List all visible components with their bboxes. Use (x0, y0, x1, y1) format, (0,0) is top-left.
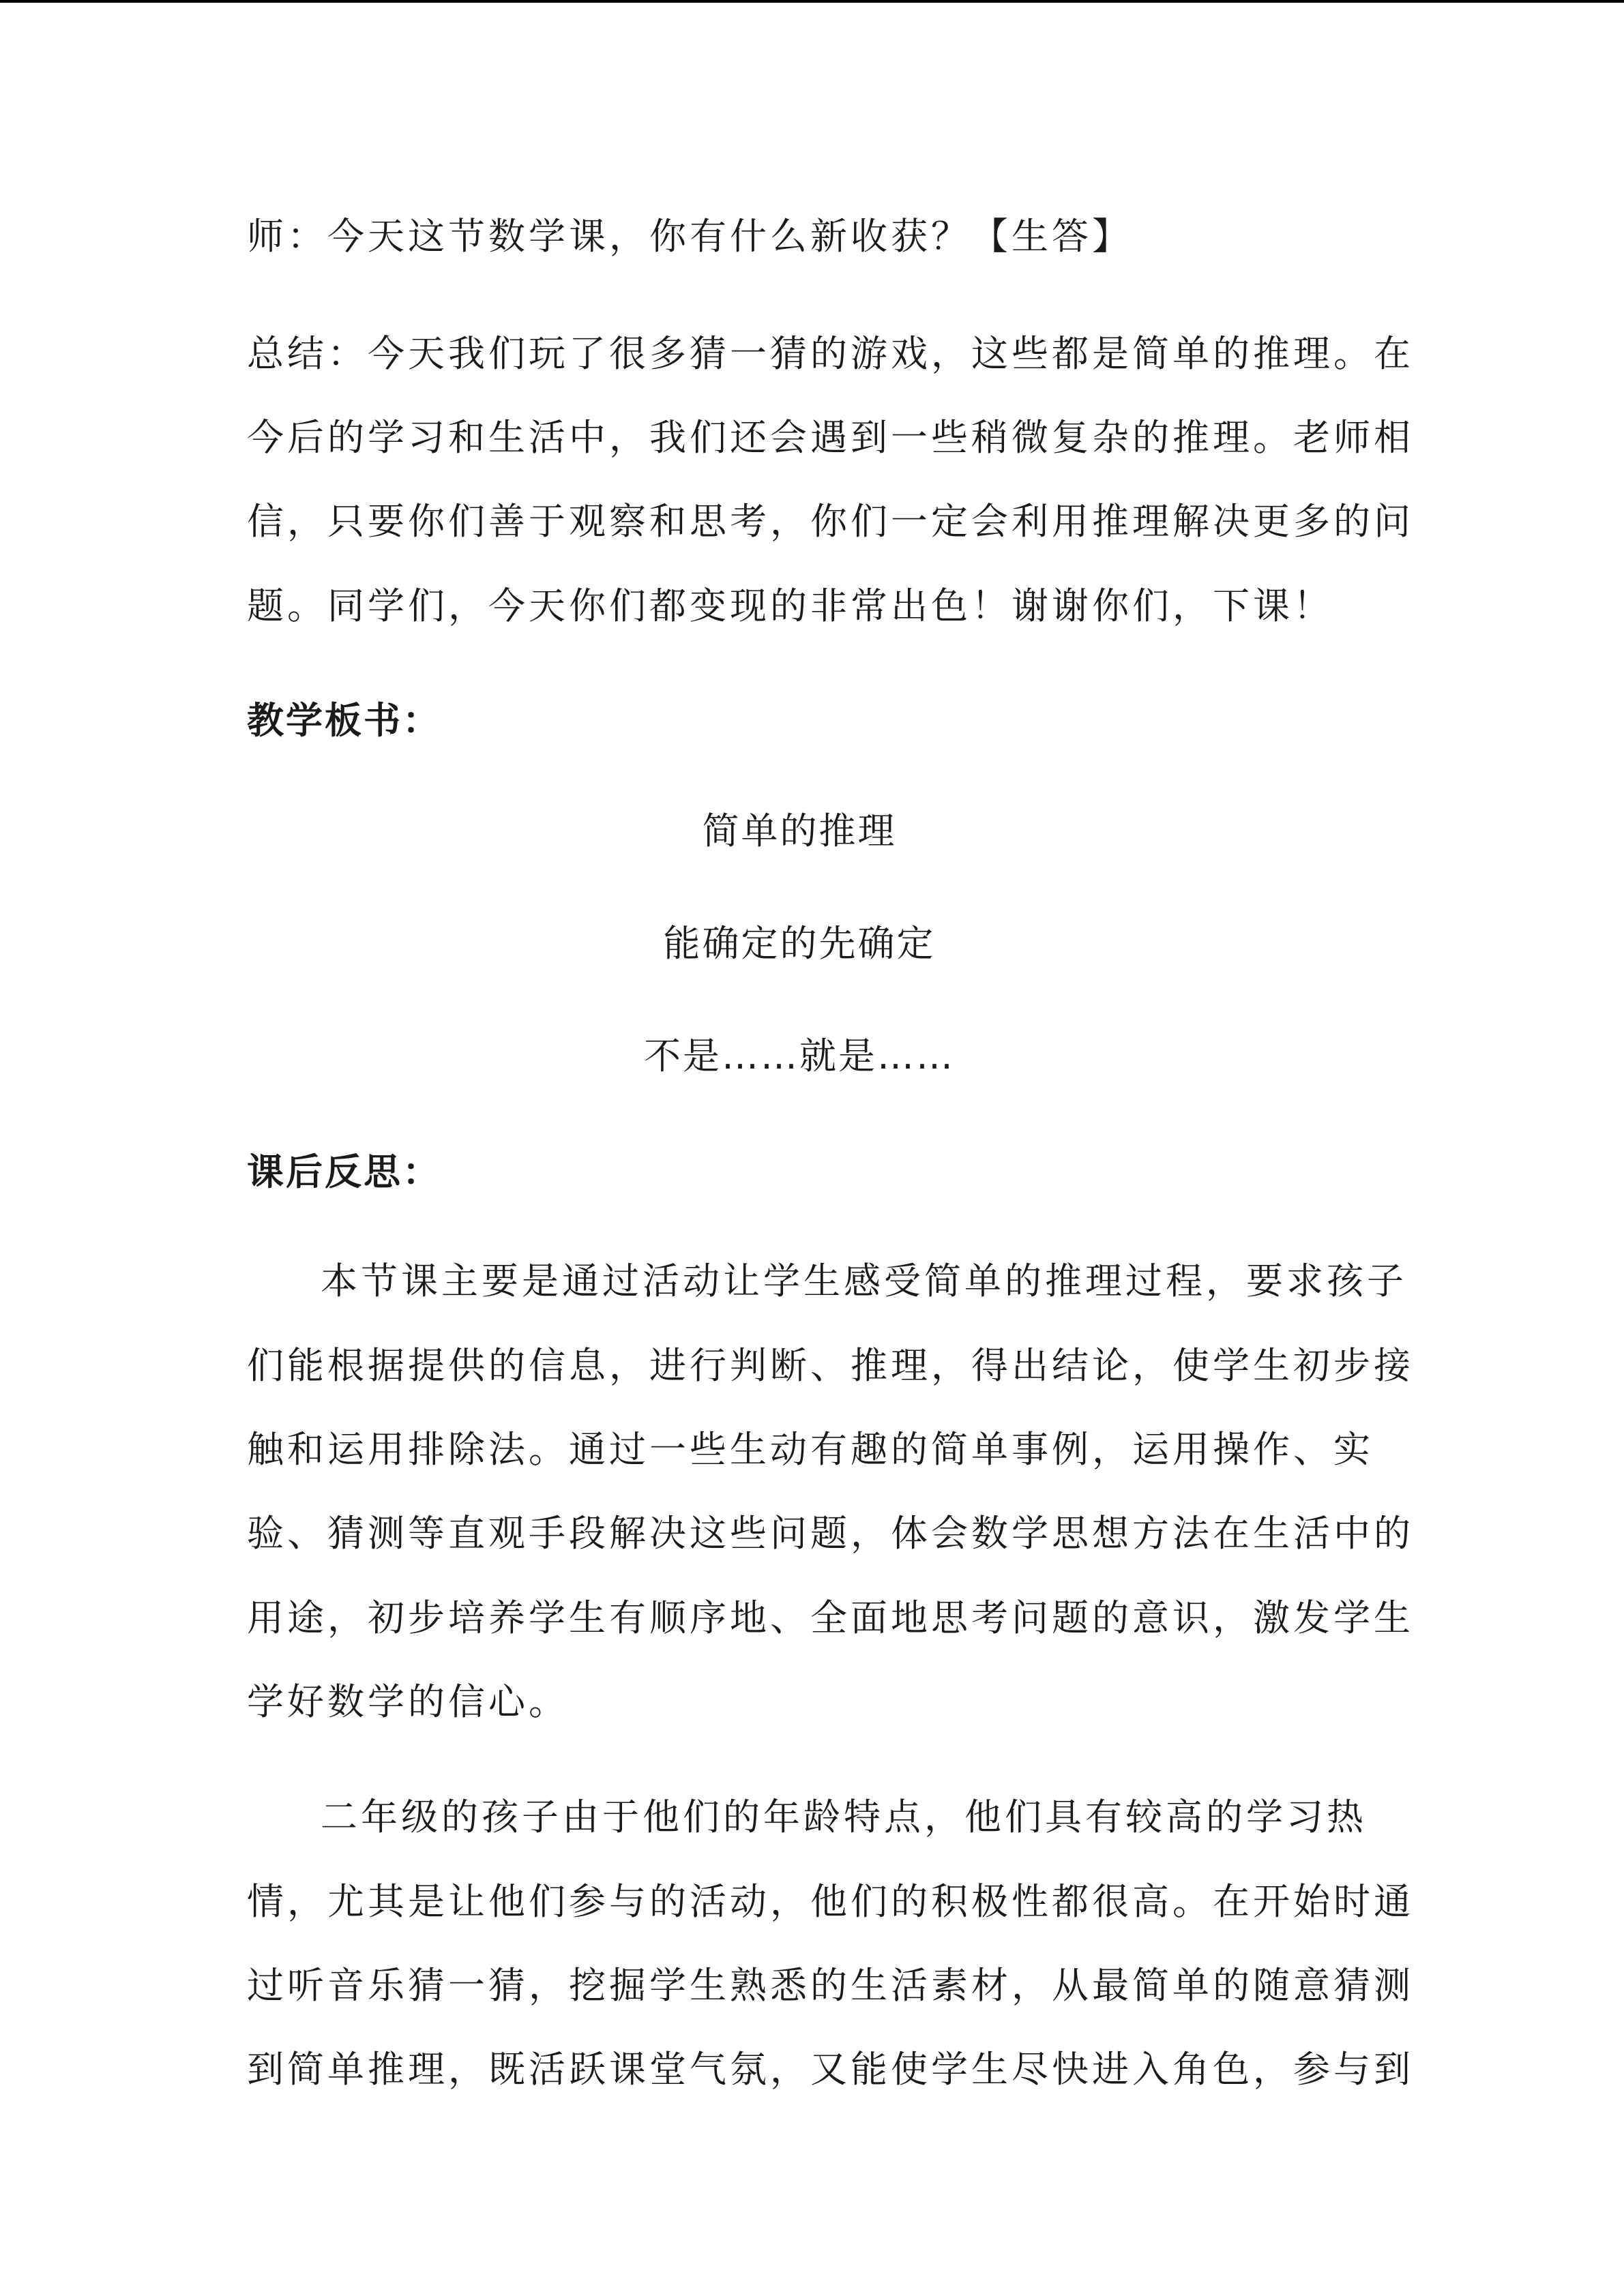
reflection-p2-line-1: 二年级的孩子由于他们的年龄特点，他们具有较高的学习热 (321, 1795, 1367, 1838)
reflection-p1-line-5: 用途，初步培养学生有顺序地、全面地思考问题的意识，激发学生 (247, 1596, 1414, 1639)
reflection-p1-line-3: 触和运用排除法。通过一些生动有趣的简单事例，运用操作、实 (247, 1428, 1374, 1471)
board-line-2: 能确定的先确定 (663, 922, 936, 965)
summary-line-1: 总结：今天我们玩了很多猜一猜的游戏，这些都是简单的推理。在 (247, 332, 1414, 375)
summary-line-3: 信，只要你们善于观察和思考，你们一定会利用推理解决更多的问 (247, 500, 1414, 543)
teacher-question: 师：今天这节数学课，你有什么新收获？【生答】 (247, 215, 1132, 258)
reflection-p2-line-2: 情，尤其是让他们参与的活动，他们的积极性都很高。在开始时通 (247, 1880, 1414, 1923)
summary-line-4: 题。同学们，今天你们都变现的非常出色！谢谢你们，下课！ (247, 584, 1333, 627)
reflection-p2-line-4: 到简单推理，既活跃课堂气氛，又能使学生尽快进入角色，参与到 (247, 2048, 1414, 2091)
board-heading: 教学板书： (247, 699, 441, 742)
reflection-p1-line-6: 学好数学的信心。 (247, 1680, 569, 1723)
summary-line-2: 今后的学习和生活中，我们还会遇到一些稍微复杂的推理。老师相 (247, 416, 1414, 459)
reflection-p2-line-3: 过听音乐猜一猜，挖掘学生熟悉的生活素材，从最简单的随意猜测 (247, 1964, 1414, 2007)
reflection-p1-line-2: 们能根据提供的信息，进行判断、推理，得出结论，使学生初步接 (247, 1344, 1414, 1387)
page-top-border (0, 0, 1624, 3)
reflection-heading: 课后反思： (247, 1150, 441, 1193)
board-title: 简单的推理 (702, 809, 897, 852)
reflection-p1-line-4: 验、猜测等直观手段解决这些问题，体会数学思想方法在生活中的 (247, 1512, 1414, 1555)
reflection-p1-line-1: 本节课主要是通过活动让学生感受简单的推理过程，要求孩子 (321, 1259, 1407, 1302)
board-line-3: 不是……就是…… (644, 1034, 955, 1077)
